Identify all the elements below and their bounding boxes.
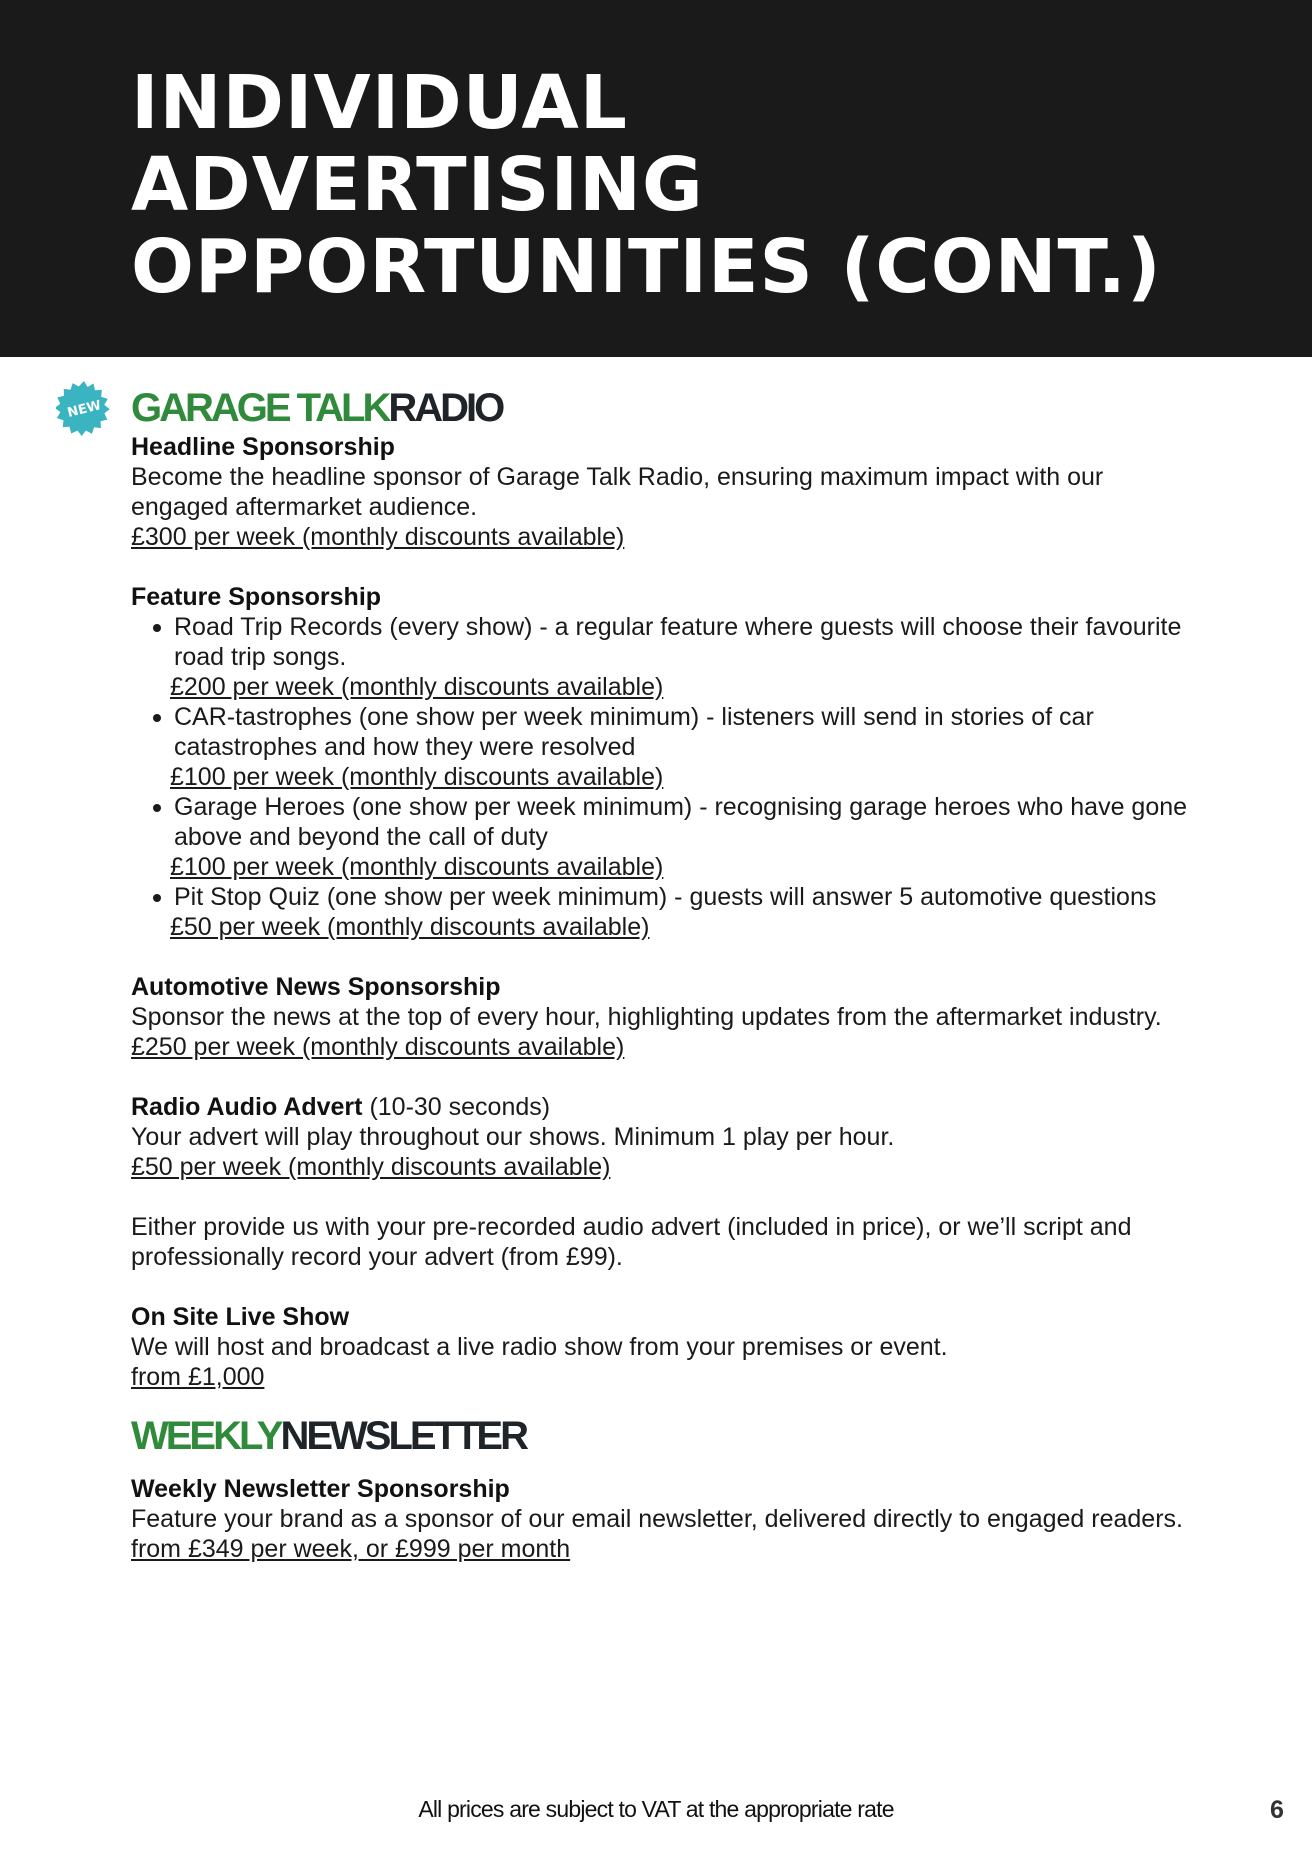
live-show-price: from £1,000 <box>131 1363 265 1391</box>
feature-price: £200 per week (monthly discounts available) <box>170 673 664 701</box>
feature-price: £100 per week (monthly discounts available) <box>170 763 664 791</box>
newsletter-sponsorship-price: from £349 per week, or £999 per month <box>131 1535 571 1563</box>
news-sponsorship-price: £250 per week (monthly discounts available) <box>131 1033 625 1061</box>
new-badge-icon <box>56 380 112 436</box>
newsletter-sponsorship-title: Weekly Newsletter Sponsorship <box>131 1475 510 1503</box>
headline-sponsorship-block <box>131 432 1201 552</box>
feature-price: £50 per week (monthly discounts available) <box>170 913 650 941</box>
logo-newsletter: NEWSLETTER <box>280 1414 526 1458</box>
logo-weekly: WEEKLY <box>131 1414 281 1458</box>
newsletter-sponsorship-block <box>131 1474 1201 1564</box>
page-title <box>131 62 1231 308</box>
logo-garage-talk: GARAGE TALK <box>131 386 389 430</box>
page-header <box>0 0 1312 357</box>
weekly-newsletter-logo <box>131 1412 1201 1460</box>
new-badge-label: NEW <box>66 398 103 421</box>
news-sponsorship-description: Sponsor the news at the top of every hour, highlighting updates from the aftermarket industry. <box>131 1003 1162 1031</box>
audio-advert-title: Radio Audio Advert <box>131 1093 363 1121</box>
audio-advert-duration: (10-30 seconds) <box>369 1093 551 1121</box>
feature-list <box>131 612 1201 942</box>
page-title-line-3: OPPORTUNITIES (CONT.) <box>131 224 1162 310</box>
live-show-title: On Site Live Show <box>131 1303 350 1331</box>
logo-radio: RADIO <box>388 386 503 430</box>
audio-advert-description: Your advert will play throughout our shows. Minimum 1 play per hour. <box>131 1123 895 1151</box>
headline-sponsorship-title: Headline Sponsorship <box>131 433 395 461</box>
audio-advert-price: £50 per week (monthly discounts available) <box>131 1153 611 1181</box>
list-item <box>147 612 1201 702</box>
audio-advert-heading <box>131 1092 1201 1122</box>
page-title-line-2: ADVERTISING <box>131 142 704 228</box>
garage-talk-radio-logo <box>131 384 1201 432</box>
headline-sponsorship-description: Become the headline sponsor of Garage Talk Radio, ensuring maximum impact with our engaged aftermarket audience. <box>131 463 1104 521</box>
news-sponsorship-title: Automotive News Sponsorship <box>131 973 501 1001</box>
vat-footer-note: All prices are subject to VAT at the appropriate rate <box>418 1796 894 1822</box>
feature-text: Garage Heroes (one show per week minimum) - recognising garage heroes who have gone above and beyond the call of duty <box>174 793 1188 851</box>
live-show-description: We will host and broadcast a live radio show from your premises or event. <box>131 1333 948 1361</box>
feature-text: CAR-tastrophes (one show per week minimum) - listeners will send in stories of car catastrophes and how they were resolved <box>174 703 1094 761</box>
page-title-line-1: INDIVIDUAL <box>131 60 628 146</box>
feature-price: £100 per week (monthly discounts available) <box>170 853 664 881</box>
audio-advert-block <box>131 1092 1201 1272</box>
feature-text: Road Trip Records (every show) - a regular feature where guests will choose their favourite road trip songs. <box>174 613 1182 671</box>
live-show-block <box>131 1302 1201 1392</box>
feature-text: Pit Stop Quiz (one show per week minimum) - guests will answer 5 automotive questions <box>174 883 1157 911</box>
main-content <box>131 384 1201 1564</box>
list-item <box>147 882 1201 942</box>
feature-sponsorship-title: Feature Sponsorship <box>131 583 382 611</box>
headline-sponsorship-price: £300 per week (monthly discounts available) <box>131 523 625 551</box>
list-item <box>147 792 1201 882</box>
page-number: 6 <box>1270 1796 1284 1824</box>
list-item <box>147 702 1201 792</box>
audio-advert-note: Either provide us with your pre-recorded audio advert (included in price), or we’ll script and professionally record your advert (from £99). <box>131 1213 1132 1271</box>
news-sponsorship-block <box>131 972 1201 1062</box>
feature-sponsorship-block <box>131 582 1201 942</box>
newsletter-sponsorship-description: Feature your brand as a sponsor of our email newsletter, delivered directly to engaged readers. <box>131 1505 1183 1533</box>
